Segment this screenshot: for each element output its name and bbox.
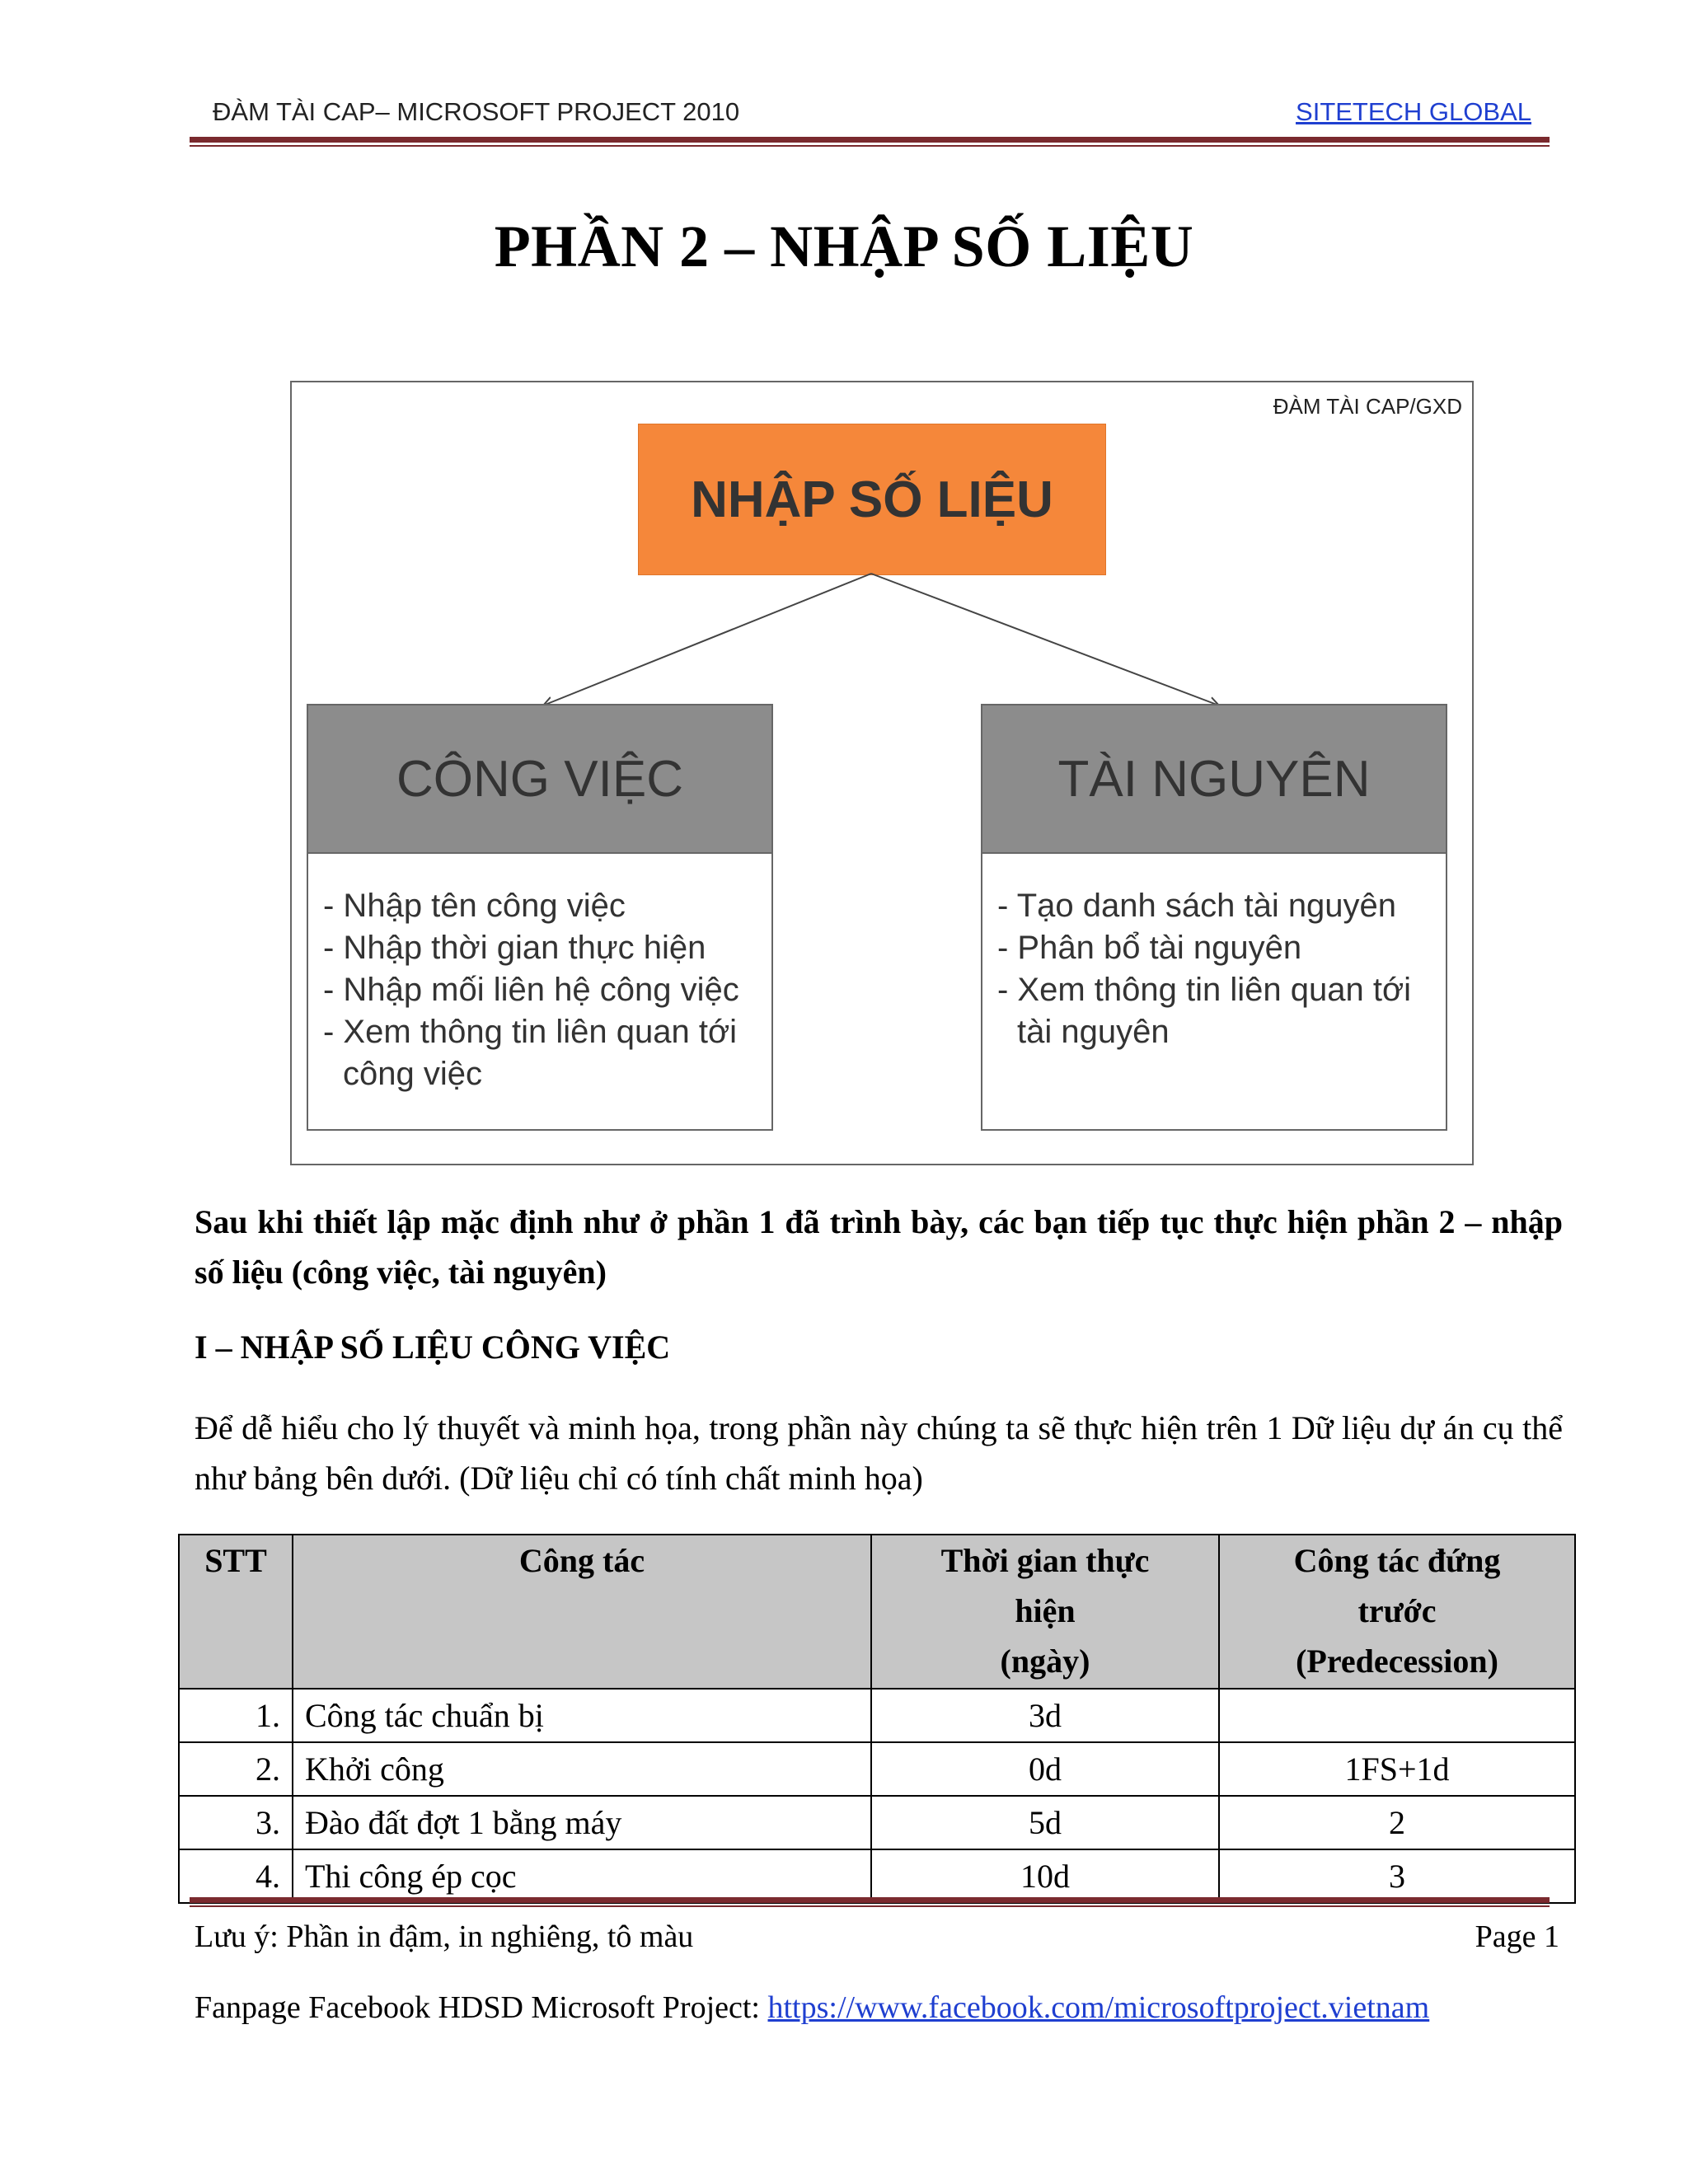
list-item: công việc <box>343 1056 482 1092</box>
table-row: 4. Thi công ép cọc 10d 3 <box>179 1849 1575 1903</box>
footer-note: Lưu ý: Phần in đậm, in nghiêng, tô màu <box>195 1919 694 1954</box>
branch-list <box>307 854 773 1131</box>
section-heading: I – NHẬP SỐ LIỆU CÔNG VIỆC <box>195 1329 671 1366</box>
intro-paragraph: Sau khi thiết lập mặc định như ở phần 1 đã trình bày, các bạn tiếp tục thực hiện phần 2 – nhập số liệu (công việc, tài nguyên) <box>195 1203 1563 1291</box>
list-item: - Phân bổ tài nguyên <box>997 930 1302 966</box>
list-item: - Nhập mối liên hệ công việc <box>323 972 739 1008</box>
section-paragraph: Để dễ hiểu cho lý thuyết và minh họa, trong phần này chúng ta sẽ thực hiện trên 1 Dữ liệu dự án cụ thể như bảng bên dưới. (Dữ liệu chỉ có tính chất minh họa) <box>195 1409 1563 1497</box>
th-predecessor: Công tác đứng trước (Predecession) <box>1219 1535 1575 1689</box>
arrow-right <box>871 574 1219 705</box>
fanpage-line <box>195 1990 1429 2026</box>
fanpage-label: Fanpage Facebook HDSD Microsoft Project: <box>195 1990 768 2025</box>
list-item: tài nguyên <box>1017 1014 1170 1050</box>
branch-heading: TÀI NGUYÊN <box>981 704 1447 854</box>
diagram <box>290 381 1474 1165</box>
list-item: - Xem thông tin liên quan tới <box>323 1014 738 1050</box>
fanpage-link[interactable]: https://www.facebook.com/microsoftproject.vietnam <box>767 1990 1430 2025</box>
th-task: Công tác <box>293 1535 871 1689</box>
diagram-credit: ĐÀM TÀI CAP/GXD <box>1273 394 1462 419</box>
table-row: 2. Khởi công 0d 1FS+1d <box>179 1742 1575 1796</box>
branch-tai-nguyen <box>981 704 1447 1131</box>
table-header-row <box>179 1535 1575 1689</box>
arrow-left <box>543 574 871 705</box>
header-rule <box>190 137 1550 147</box>
branch-heading: CÔNG VIỆC <box>307 704 773 854</box>
table-row: 3. Đào đất đợt 1 bằng máy 5d 2 <box>179 1796 1575 1849</box>
table-row: 1. Công tác chuẩn bị 3d <box>179 1689 1575 1742</box>
diagram-root-box: NHẬP SỐ LIỆU <box>638 424 1106 575</box>
footer-rule <box>190 1897 1550 1907</box>
header-title: ĐÀM TÀI CAP– MICROSOFT PROJECT 2010 <box>213 97 740 126</box>
task-table <box>178 1534 1576 1904</box>
th-duration: Thời gian thực hiện (ngày) <box>871 1535 1219 1689</box>
list-item: - Nhập tên công việc <box>323 888 626 924</box>
th-stt: STT <box>179 1535 293 1689</box>
list-item: - Xem thông tin liên quan tới <box>997 972 1412 1008</box>
page-title: PHẦN 2 – NHẬP SỐ LIỆU <box>494 213 1194 279</box>
list-item: - Tạo danh sách tài nguyên <box>997 888 1397 924</box>
branch-list <box>981 854 1447 1131</box>
header-link[interactable]: SITETECH GLOBAL <box>1296 97 1531 126</box>
list-item: - Nhập thời gian thực hiện <box>323 930 706 966</box>
page-number: Page 1 <box>1475 1919 1559 1954</box>
branch-cong-viec <box>307 704 773 1131</box>
